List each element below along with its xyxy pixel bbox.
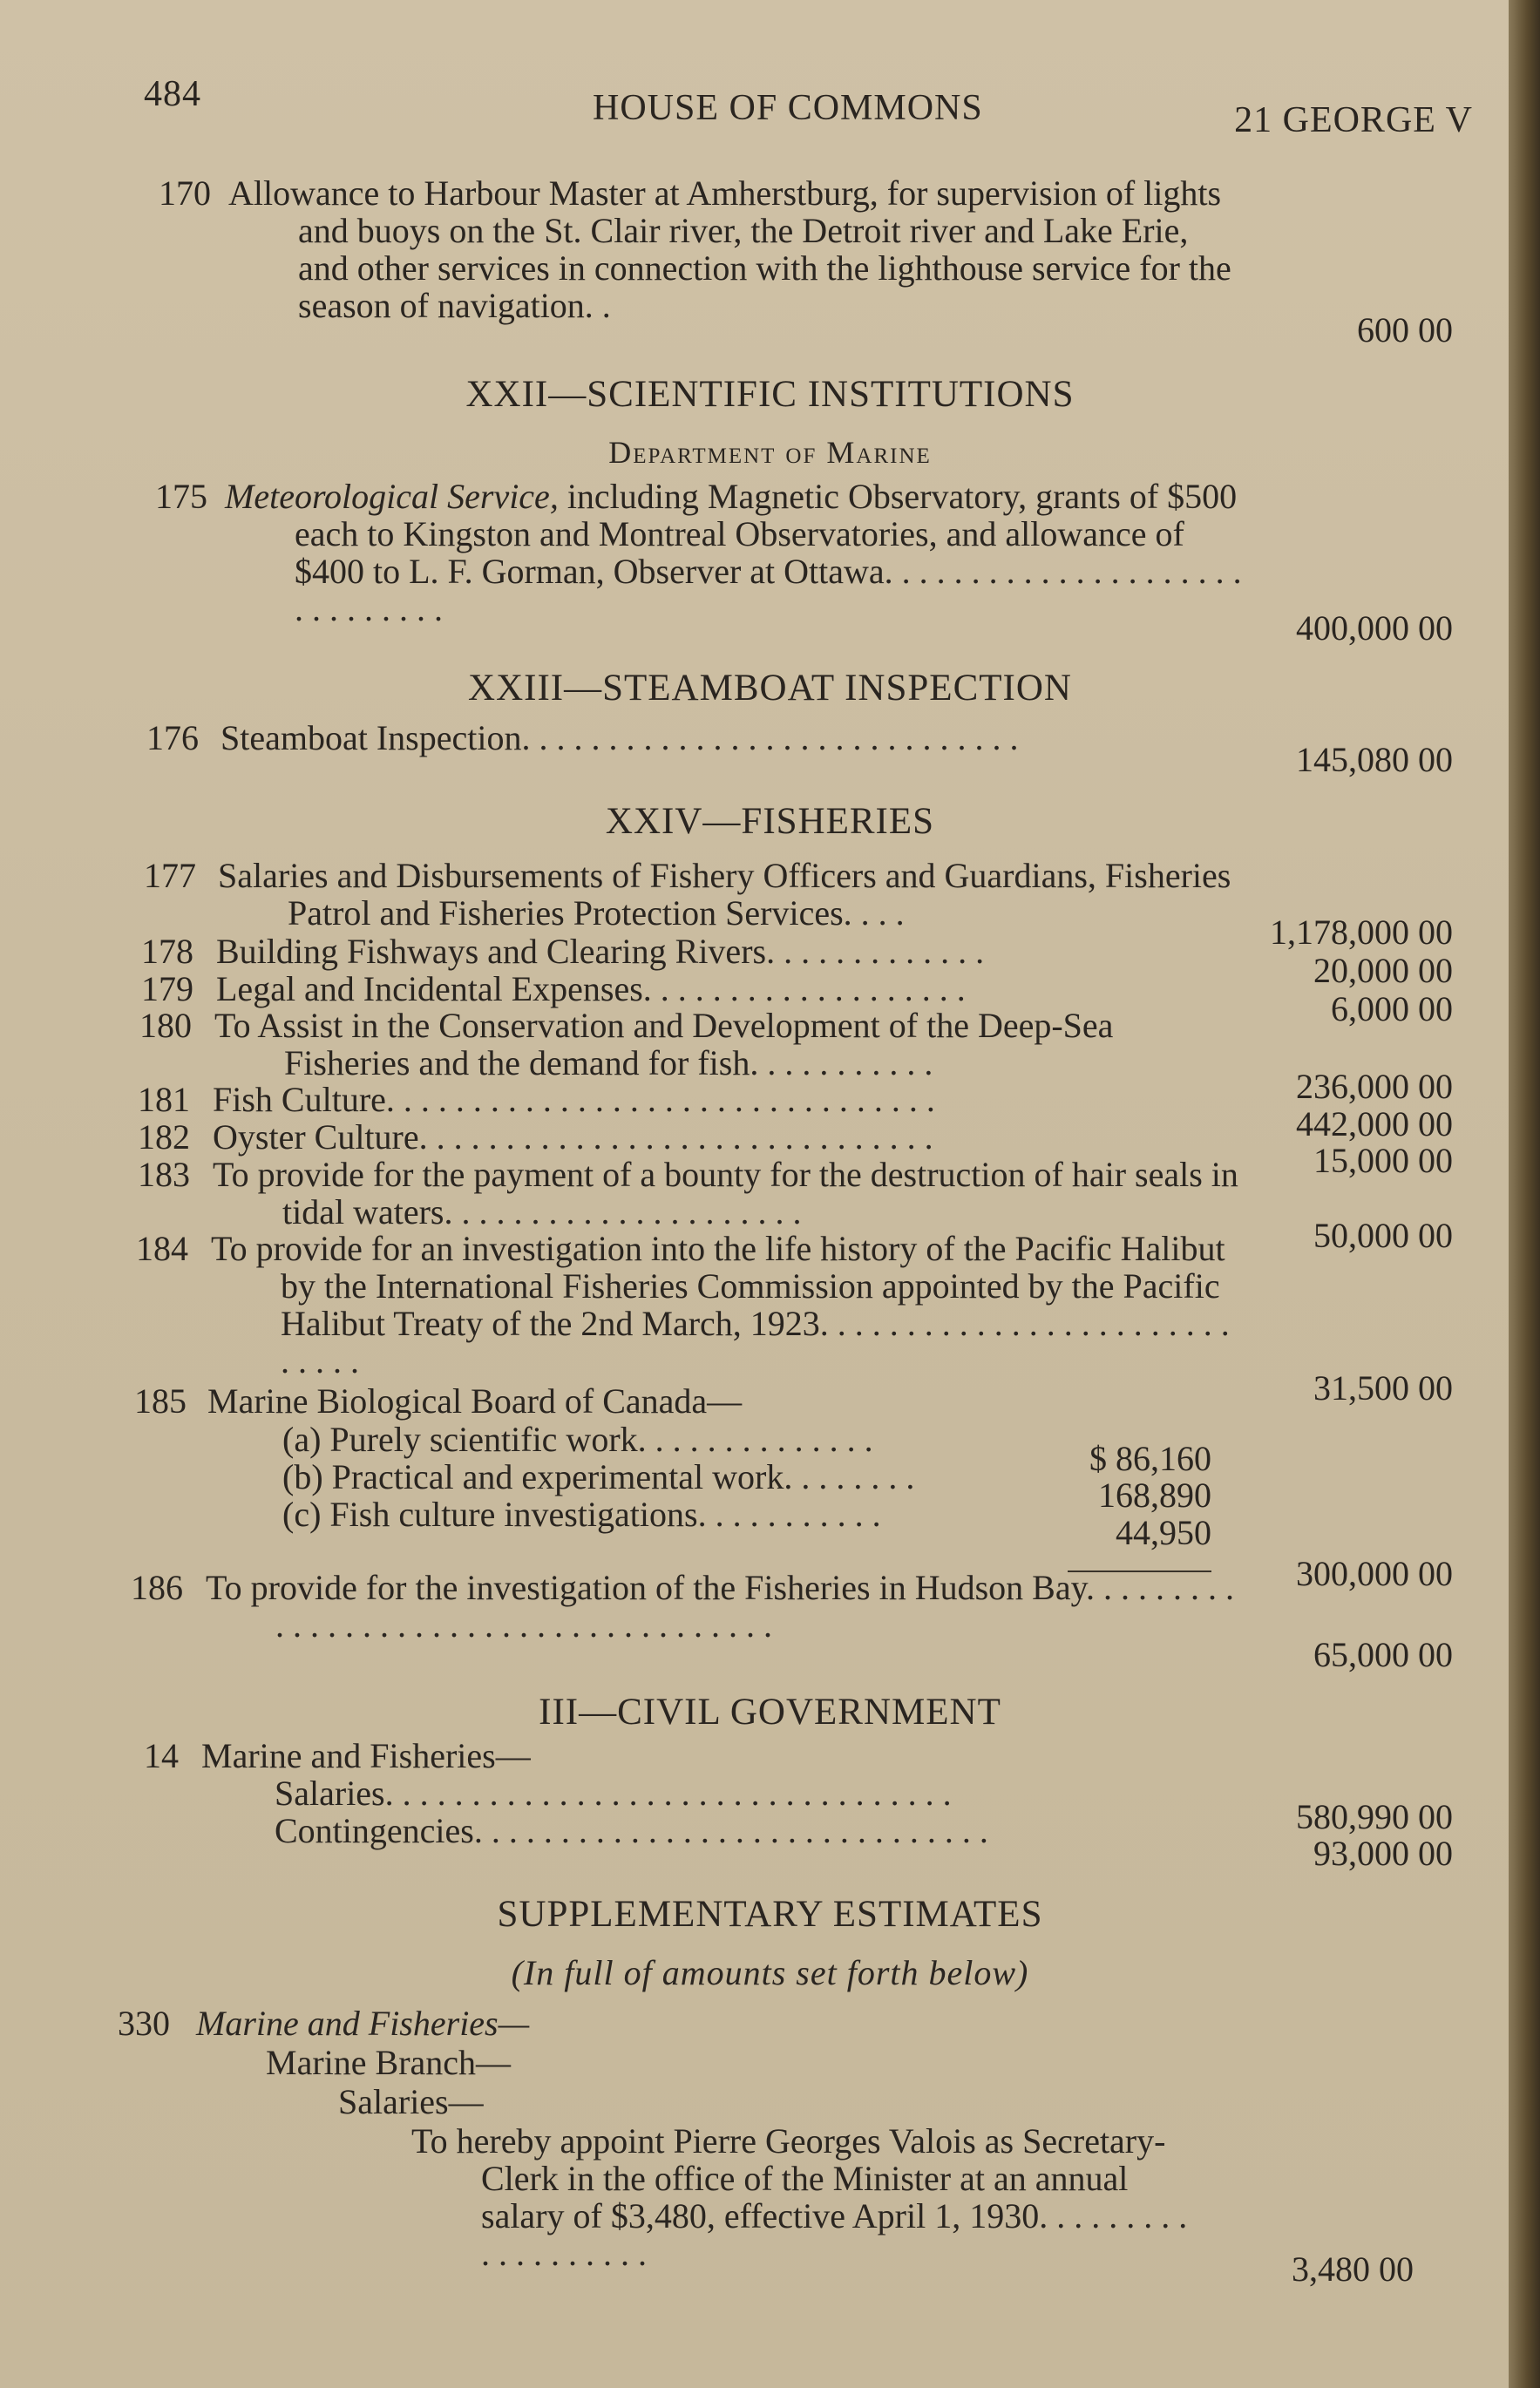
item-text: Fish Culture. . . . . . . . . . . . . . . . . . . . . . . . . . . . . . . .: [213, 1080, 935, 1119]
contingencies-line: [275, 1812, 988, 1849]
amount-330: 3,480 00: [1292, 2249, 1414, 2289]
item-176: [131, 719, 1246, 756]
amount-179: 6,000 00: [1331, 989, 1453, 1028]
salaries-heading-label: Salaries—: [338, 2082, 484, 2121]
item-175: [131, 478, 1246, 628]
section-subheading: Department of Marine: [608, 435, 932, 470]
appointment-text: To hereby appoint Pierre Georges Valois as Secretary-Clerk in the office of the Minister at an annual salary of $3,480, effective April 1, 1930. . . . . . . . . . . . . . . . . . .: [411, 2121, 1188, 2273]
amount-170: 600 00: [1357, 310, 1453, 349]
item-179: [131, 970, 1246, 1007]
appointment-text-block: [411, 2122, 1200, 2272]
salaries-label: Salaries. . . . . . . . . . . . . . . . . . . . . . . . . . . . . . . . .: [275, 1774, 952, 1813]
page-title: HOUSE OF COMMONS: [593, 88, 983, 128]
item-number: 179: [141, 969, 193, 1008]
item-text: To Assist in the Conservation and Development of the Deep-Sea Fisheries and the demand for fish. . . . . . . . . . .: [214, 1006, 1114, 1082]
item-181: [131, 1081, 1246, 1118]
item-number: 182: [138, 1117, 190, 1157]
section-subtitle: (In full of amounts set forth below): [511, 1953, 1029, 1992]
item-text: Oyster Culture. . . . . . . . . . . . . . . . . . . . . . . . . . . . . .: [213, 1117, 933, 1157]
item-number: 178: [141, 932, 193, 971]
item-text: Legal and Incidental Expenses. . . . . . . . . . . . . . . . . . .: [216, 969, 966, 1008]
amount-186: 65,000 00: [1313, 1635, 1453, 1674]
item-italic-title: Marine and Fisheries—: [196, 2004, 530, 2043]
item-177: [131, 857, 1246, 932]
item-text: To provide for the payment of a bounty for the destruction of hair seals in tidal waters. . . . . . . . . . . . . . . . . . . . .: [213, 1155, 1238, 1231]
section-heading: XXIII—STEAMBOAT INSPECTION: [468, 668, 1072, 709]
item-text: Building Fishways and Clearing Rivers. . . . . . . . . . . . .: [216, 932, 985, 971]
item-italic-title: Meteorological Service,: [225, 477, 559, 516]
amount-180: 236,000 00: [1296, 1067, 1453, 1106]
item-text: including Magnetic Observatory, grants of $500 each to Kingston and Montreal Observatories, and allowance of $400 to L. F. Gorman, Observer at Ottawa. . . . . . . . . . . . . . . . . . . . . . . . . . . . . .: [295, 477, 1242, 628]
item-180: [131, 1007, 1246, 1082]
item-330: [118, 2005, 1233, 2042]
item-text: To provide for an investigation into the life history of the Pacific Halibut by the International Fisheries Commission appointed by the Pacific Halibut Treaty of the 2nd March, 1923. . . . . . . . . . . . . . . . . . . . . . . . . . . . .: [211, 1229, 1230, 1381]
salaries-line: [275, 1774, 952, 1812]
item-number: 181: [138, 1080, 190, 1119]
item-number: 170: [159, 173, 211, 213]
branch-line: [266, 2044, 511, 2081]
item-number: 175: [155, 477, 207, 516]
subitem-a: [282, 1421, 873, 1458]
page-edge: [1509, 0, 1540, 2388]
item-number: 177: [144, 856, 196, 895]
subitem-c-amount: 44,950: [1116, 1513, 1211, 1552]
item-number: 176: [146, 718, 199, 757]
subitem-label: (a) Purely scientific work. . . . . . . . . . . . . .: [282, 1420, 873, 1459]
item-text: Marine and Fisheries—: [201, 1736, 531, 1775]
amount-178: 20,000 00: [1313, 951, 1453, 990]
item-text: Steamboat Inspection. . . . . . . . . . . . . . . . . . . . . . . . . . . . .: [220, 718, 1019, 757]
item-184: [131, 1230, 1246, 1380]
item-number: 183: [138, 1155, 190, 1194]
item-number: 184: [136, 1229, 188, 1268]
item-number: 180: [139, 1006, 192, 1045]
item-number: 14: [144, 1736, 179, 1775]
item-number: 185: [134, 1381, 187, 1421]
salaries-amount: 580,990 00: [1296, 1797, 1453, 1836]
amount-175: 400,000 00: [1296, 608, 1453, 648]
page-number: 484: [144, 74, 201, 114]
amount-176: 145,080 00: [1296, 740, 1453, 779]
item-text: Allowance to Harbour Master at Amherstburg, for supervision of lights and buoys on the St. Clair river, the Detroit river and Lake Erie, and other services in connection with the lighthouse service for the season of navigation. .: [228, 173, 1231, 325]
amount-181: 442,000 00: [1296, 1104, 1453, 1143]
subitem-b-amount: 168,890: [1098, 1476, 1211, 1515]
item-text: To provide for the investigation of the Fisheries in Hudson Bay. . . . . . . . . . . . . . . . . . . . . . . . . . . . . . . . . . . . . .: [206, 1568, 1234, 1645]
page-header: [139, 70, 1473, 140]
subitem-label: (b) Practical and experimental work. . . . . . . .: [282, 1457, 915, 1496]
item-number: 330: [118, 2004, 170, 2043]
item-183: [131, 1156, 1246, 1231]
item-text: Marine Biological Board of Canada—: [207, 1381, 743, 1421]
subitem-a-amount: $ 86,160: [1089, 1439, 1211, 1478]
salaries-heading: [338, 2083, 484, 2120]
item-182: [131, 1118, 1246, 1156]
contingencies-amount: 93,000 00: [1313, 1834, 1453, 1873]
item-170: [131, 174, 1246, 324]
subitem-label: (c) Fish culture investigations. . . . . . . . . . .: [282, 1495, 881, 1534]
branch-label: Marine Branch—: [266, 2043, 512, 2082]
amount-185: 300,000 00: [1296, 1554, 1453, 1593]
contingencies-label: Contingencies. . . . . . . . . . . . . . . . . . . . . . . . . . . . . .: [275, 1811, 988, 1850]
subitem-c: [282, 1496, 881, 1533]
item-178: [131, 933, 1246, 970]
amount-177: 1,178,000 00: [1270, 912, 1453, 952]
subitem-b: [282, 1458, 914, 1496]
amount-184: 31,500 00: [1313, 1368, 1453, 1408]
item-185: [131, 1382, 1246, 1420]
amount-183: 50,000 00: [1313, 1216, 1453, 1255]
item-14: [144, 1737, 1259, 1774]
amount-182: 15,000 00: [1313, 1141, 1453, 1180]
item-number: 186: [131, 1568, 183, 1607]
session-label: 21 GEORGE V: [1234, 100, 1473, 140]
item-text: Salaries and Disbursements of Fishery Officers and Guardians, Fisheries Patrol and Fisheries Protection Services. . . .: [218, 856, 1231, 933]
section-heading: XXII—SCIENTIFIC INSTITUTIONS: [465, 374, 1075, 415]
section-heading: XXIV—FISHERIES: [605, 801, 935, 842]
section-heading: III—CIVIL GOVERNMENT: [539, 1692, 1001, 1733]
section-heading: SUPPLEMENTARY ESTIMATES: [497, 1894, 1043, 1935]
item-186: [131, 1569, 1246, 1644]
